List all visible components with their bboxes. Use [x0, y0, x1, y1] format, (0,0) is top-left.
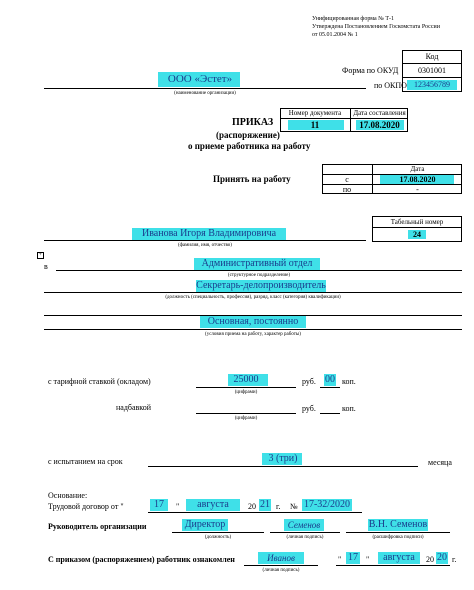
order-number-header: Номер документа: [288, 109, 342, 117]
acquainted-month: августа: [383, 552, 415, 563]
bonus-label: надбавкой: [116, 403, 152, 412]
head-name-caption: (расшифровка подписи): [372, 535, 424, 540]
employee-name-caption: (фамилия, имя, отчество): [178, 243, 232, 248]
okud-value: 0301001: [418, 65, 446, 75]
form-title-line1: Унифицированная форма № Т-1: [312, 16, 395, 22]
salary-kop-label: коп.: [342, 377, 356, 386]
acquainted-open-quote: ": [338, 555, 342, 564]
department-name: Административный отдел: [201, 258, 313, 269]
bonus-rub-label: руб.: [302, 404, 316, 413]
probation-underline: [148, 466, 418, 467]
bonus-amount-underline: [196, 413, 296, 414]
position-name: Секретарь-делопроизводитель: [196, 280, 326, 291]
order-purpose: о приеме работника на работу: [188, 141, 311, 151]
hire-from-label: с: [345, 174, 349, 184]
order-title: ПРИКАЗ: [232, 117, 274, 128]
contract-label: Трудовой договор от ": [48, 502, 124, 511]
head-signature-underline: [270, 532, 340, 533]
bonus-kop-underline: [320, 413, 340, 414]
order-date-header: Дата составления: [353, 109, 406, 117]
head-signature: Семенов: [287, 519, 321, 530]
head-position-underline: [172, 532, 264, 533]
probation-label: с испытанием на срок: [48, 457, 123, 466]
contract-year-label: г.: [276, 502, 281, 511]
contract-close-quote: ": [176, 502, 180, 511]
expand-icon-plus: +: [38, 252, 42, 258]
employee-name: Иванова Игоря Владимировича: [141, 228, 277, 239]
salary-rub-label: руб.: [302, 377, 316, 386]
salary-kop-underline: [320, 387, 340, 388]
salary-kop-value: 00: [325, 374, 335, 385]
acquainted-signature-underline: [244, 565, 318, 566]
salary-amount-underline: [196, 387, 296, 388]
basis-label: Основание:: [48, 491, 88, 500]
probation-value: 3 (три): [268, 453, 298, 464]
okpo-label: по ОКПО: [374, 81, 407, 90]
conditions-caption: (условия приема на работу, характер работы): [205, 332, 301, 337]
acquainted-date-underline: [336, 565, 450, 566]
hire-to-label: по: [342, 184, 352, 194]
acquainted-year-label: г.: [452, 555, 457, 564]
acquainted-close-quote: ": [366, 555, 370, 564]
acquainted-signature-caption: (личная подпись): [262, 568, 300, 573]
hire-label: Принять на работу: [213, 174, 291, 184]
organization-caption: (наименование организации): [174, 91, 236, 96]
tab-number-value: 24: [413, 229, 421, 239]
acquainted-year-suffix: 20: [437, 552, 447, 563]
form-title-line3: от 05.01.2004 № 1: [312, 32, 358, 38]
position-underline: [44, 292, 462, 293]
salary-label: с тарифной ставкой (окладом): [48, 377, 151, 386]
acquainted-label: С приказом (распоряжением) работник ознакомлен: [48, 555, 235, 564]
contract-year-prefix: 20: [248, 502, 256, 511]
contract-number: 17-32/2020: [303, 499, 351, 510]
okud-label: Форма по ОКУД: [342, 66, 399, 75]
conditions-value: Основная, постоянно: [207, 316, 299, 327]
contract-day: 17: [154, 499, 164, 510]
acquainted-year-prefix: 20: [426, 555, 434, 564]
head-name-underline: [346, 532, 450, 533]
acquainted-day: 17: [348, 552, 358, 563]
salary-digits-caption: (цифрами): [234, 390, 258, 395]
tab-number-header: Табельный номер: [390, 217, 444, 226]
head-label: Руководитель организации: [48, 522, 147, 531]
hire-date-header: Дата: [410, 165, 425, 173]
salary-amount: 25000: [233, 374, 259, 385]
hire-from-value: 17.08.2020: [399, 174, 436, 184]
order-number: 11: [310, 119, 320, 130]
codes-header: Код: [425, 52, 439, 61]
head-position: Директор: [184, 519, 226, 530]
conditions-underline: [44, 329, 462, 330]
contract-underline: [148, 512, 362, 513]
okpo-value: 123456789: [414, 80, 450, 89]
department-caption: (структурное подразделение): [227, 273, 291, 278]
department-in-label: в: [44, 262, 48, 271]
probation-unit: месяца: [428, 458, 452, 467]
head-position-caption: (должность): [204, 535, 232, 540]
form-title-line2: Утверждена Постановлением Госкомстата России: [312, 24, 440, 30]
acquainted-signature: Иванов: [267, 552, 295, 563]
order-date: 17.08.2020: [359, 119, 400, 130]
head-name: В.Н. Семенов: [368, 519, 428, 530]
department-underline: [56, 270, 462, 271]
bonus-digits-caption: (цифрами): [234, 416, 258, 421]
contract-number-label: №: [290, 502, 298, 511]
head-signature-caption: (личная подпись): [286, 535, 324, 540]
contract-year-suffix: 21: [260, 499, 270, 510]
position-caption: (должность (специальность, профессия), разряд, класс (категория) квалификации): [165, 295, 341, 300]
bonus-kop-label: коп.: [342, 404, 356, 413]
organization-name: ООО «Эстет»: [167, 73, 233, 85]
employee-name-underline: [44, 240, 366, 241]
contract-month: августа: [197, 499, 229, 510]
organization-underline: [44, 88, 366, 89]
hire-to-value: -: [416, 184, 419, 194]
order-subtitle: (распоряжение): [216, 130, 280, 140]
